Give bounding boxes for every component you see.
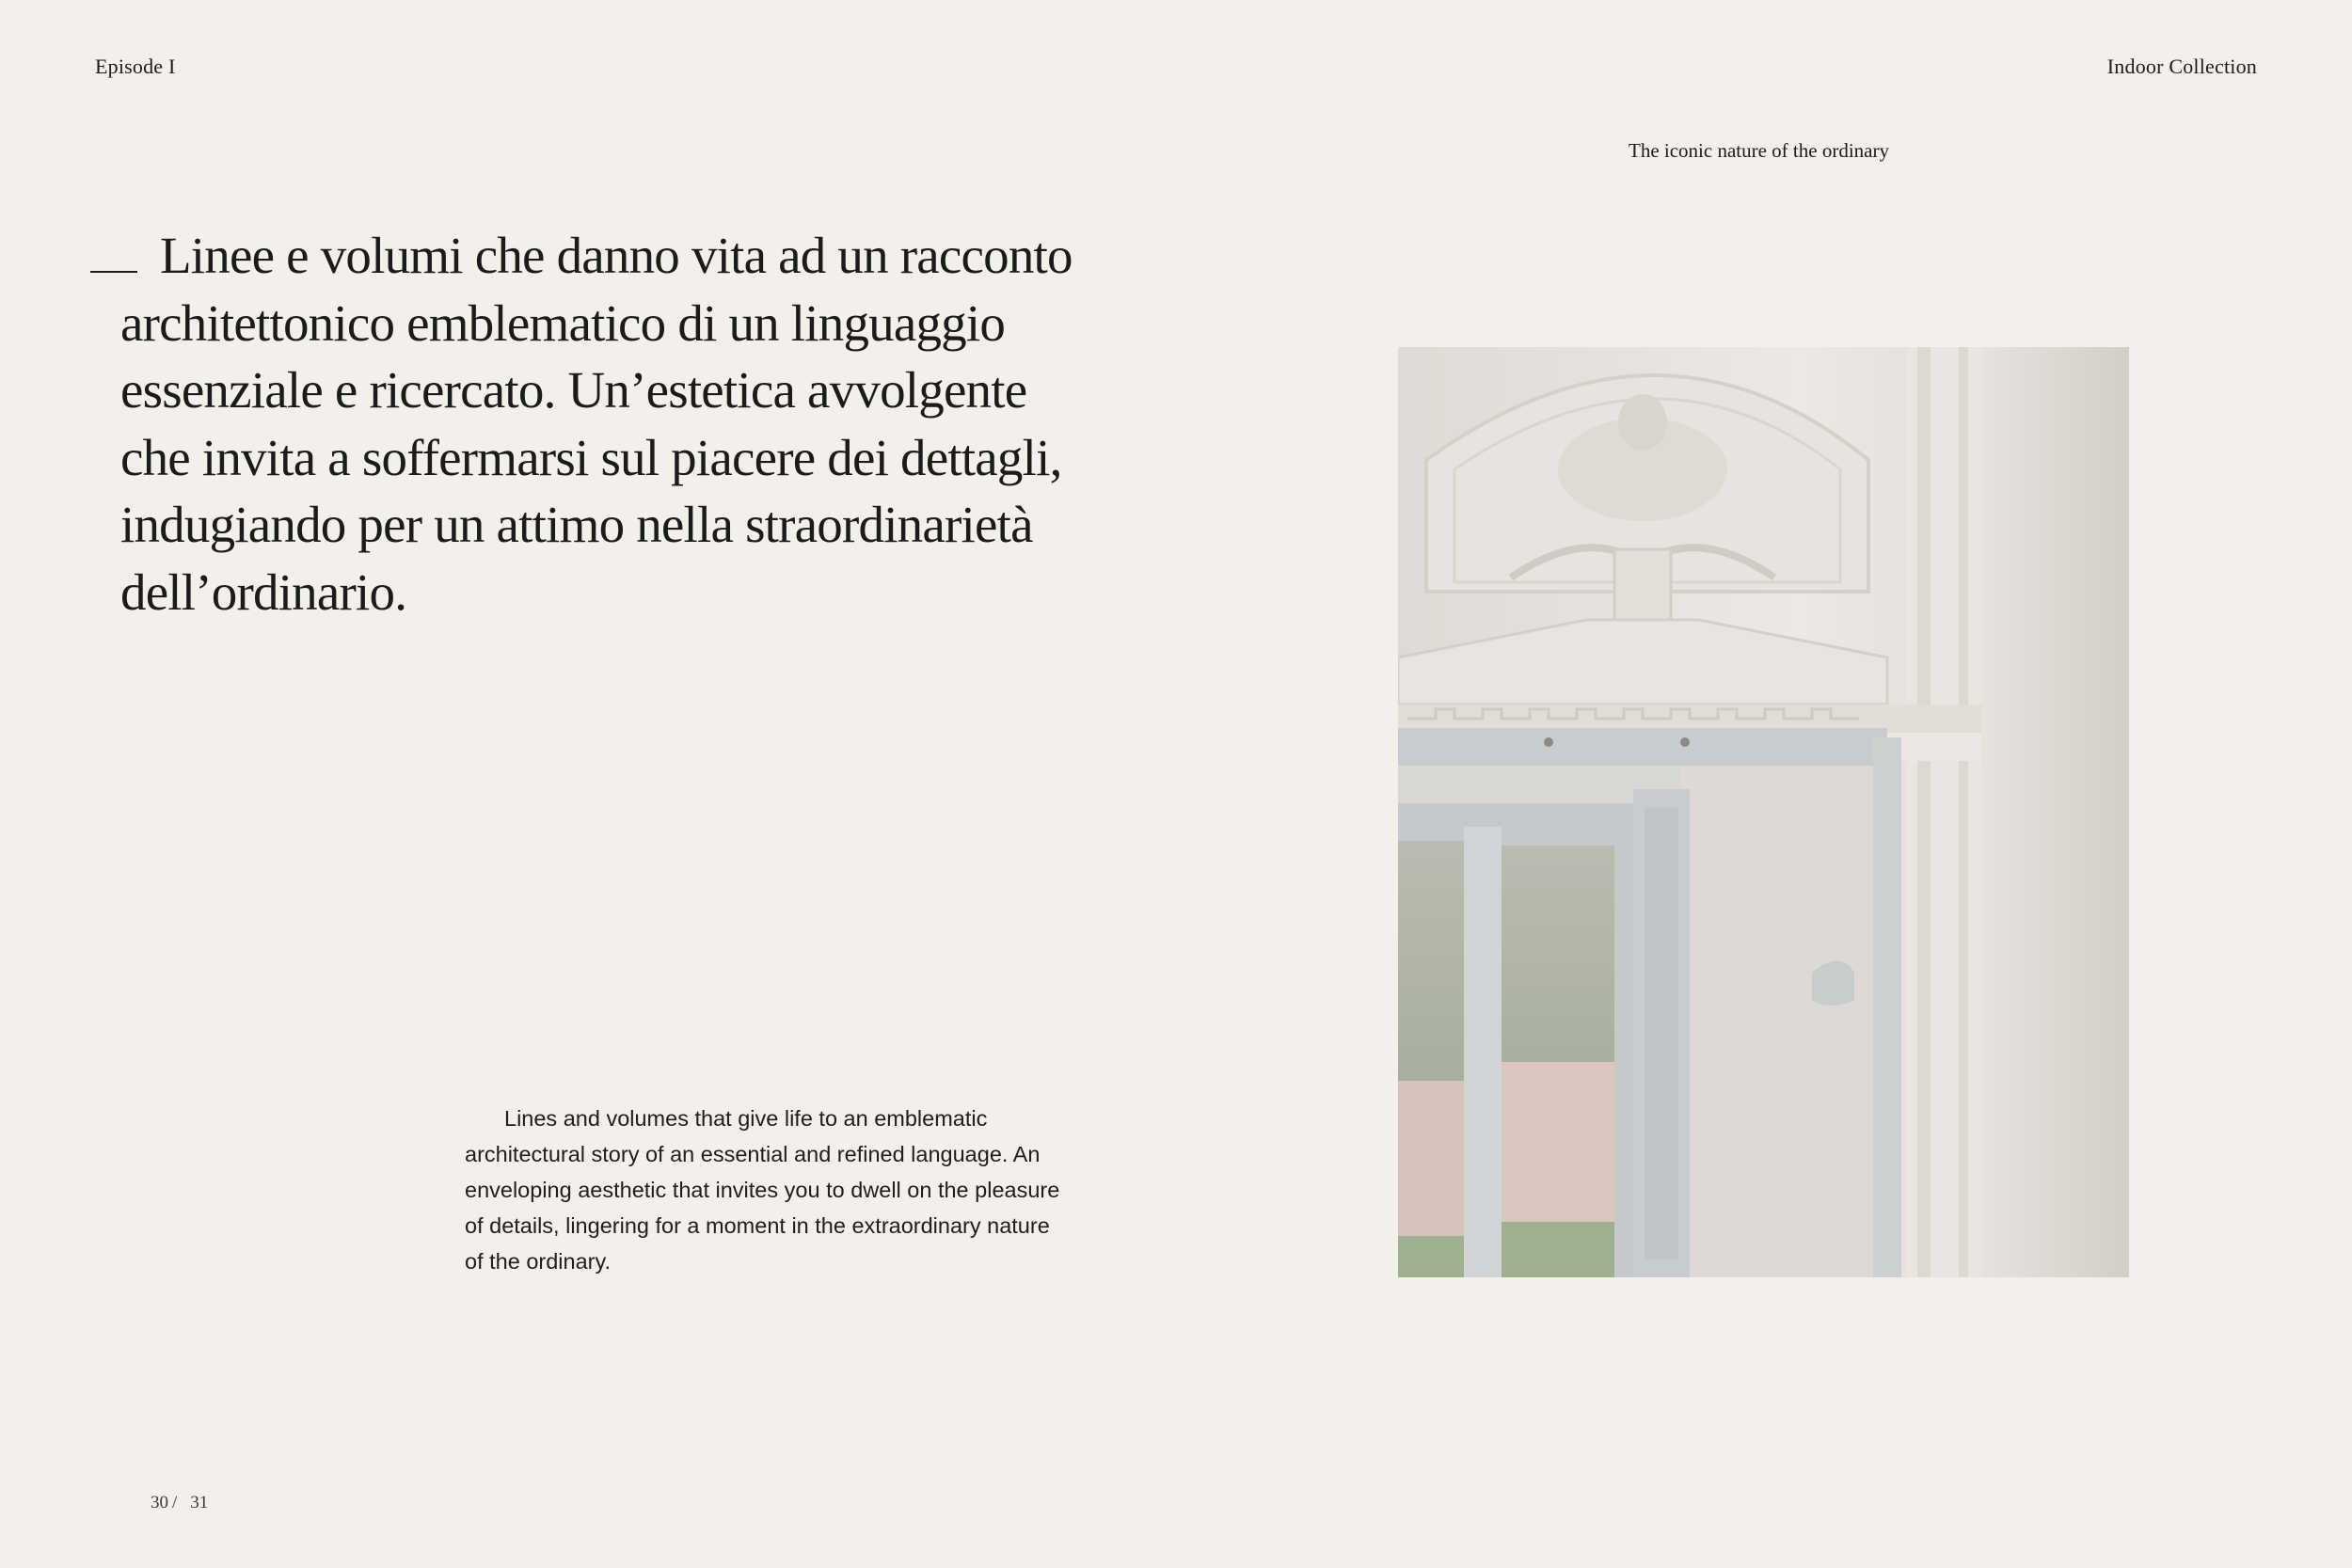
episode-label: Episode I bbox=[95, 55, 176, 78]
headline-paragraph bbox=[90, 222, 1080, 626]
page-number-separator: / bbox=[172, 1493, 178, 1513]
left-page-number: 30 bbox=[151, 1493, 168, 1513]
interior-photo bbox=[1398, 347, 2129, 1277]
page-numbers bbox=[151, 1493, 208, 1513]
right-page-number: 31 bbox=[190, 1493, 209, 1513]
dash-rule bbox=[90, 271, 137, 273]
headline-text: Linee e volumi che danno vita ad un racconto architettonico emblematico di un linguaggio essenziale e ricercato. Un’estetica avvolgente che invita a soffermarsi sul piacere dei dettagli, indugiando per un attimo nella straordinarietà dell’ordinario. bbox=[120, 227, 1073, 621]
body-paragraph: Lines and volumes that give life to an emblematic architectural story of an essential and refined language. An enveloping aesthetic that invites you to dwell on the pleasure of details, lingering for a moment in the extraordinary nature of the ordinary. bbox=[465, 1106, 1060, 1274]
collection-label: Indoor Collection bbox=[2106, 55, 2257, 78]
image-caption: The iconic nature of the ordinary bbox=[1629, 139, 1889, 162]
